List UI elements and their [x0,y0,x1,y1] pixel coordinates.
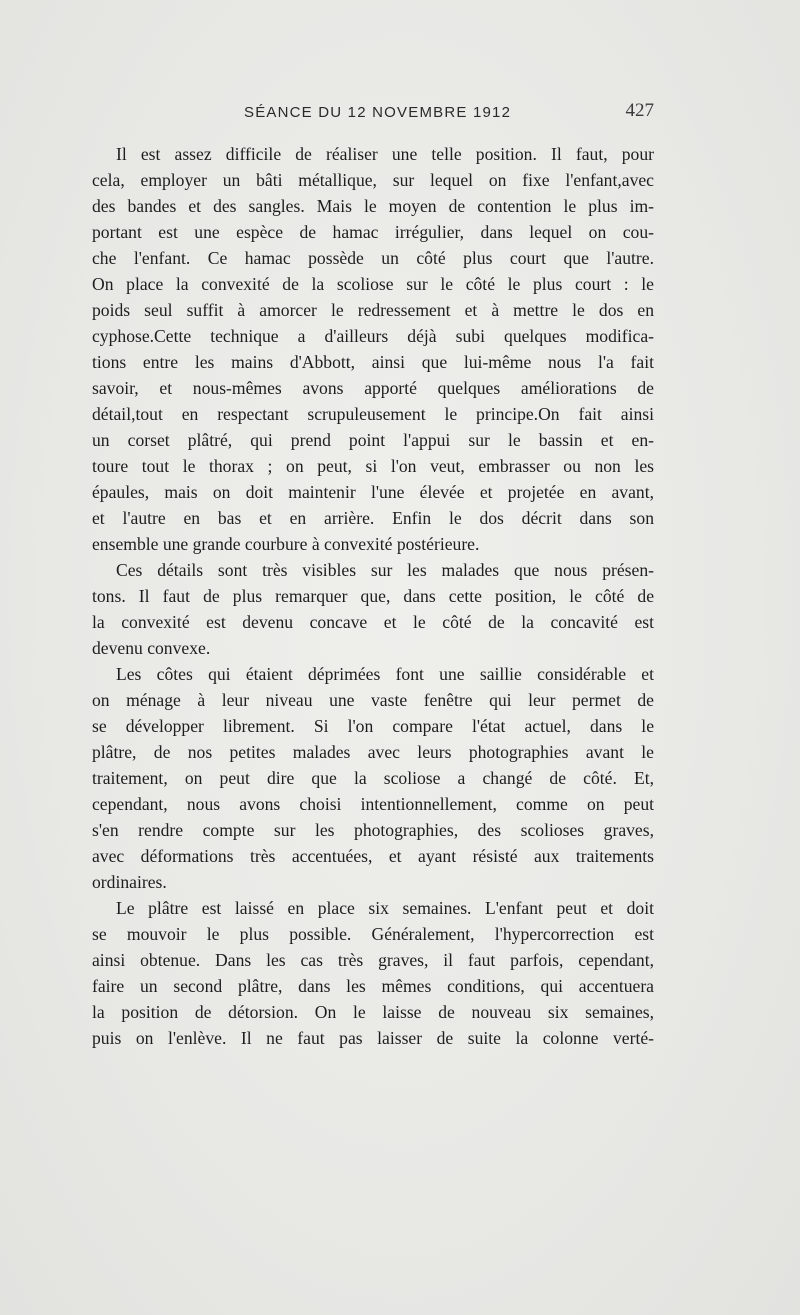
text-line: cela, employer un bâti métallique, sur lequel on fixe l'enfant,avec [92,170,654,190]
text-line: la position de détorsion. On le laisse de nouveau six semaines, [92,1002,654,1022]
page-number: 427 [625,100,654,121]
text-line: et l'autre en bas et en arrière. Enfin le dos décrit dans son [92,508,654,528]
text-line: On place la convexité de la scoliose sur le côté le plus court : le [92,274,654,294]
text-line: des bandes et des sangles. Mais le moyen de contention le plus im- [92,196,654,216]
text-line: poids seul suffit à amorcer le redressement et à mettre le dos en [92,300,654,320]
text-line: ensemble une grande courbure à convexité postérieure. [92,534,480,554]
text-line: portant est une espèce de hamac irrégulier, dans lequel on cou- [92,222,654,242]
body-text [92,141,654,1051]
text-line: savoir, et nous-mêmes avons apporté quelques améliorations de [92,378,654,398]
text-line: che l'enfant. Ce hamac possède un côté plus court que l'autre. [92,248,654,268]
running-head: SÉANCE DU 12 NOVEMBRE 1912 [244,104,512,121]
text-line: détail,tout en respectant scrupuleusement le principe.On fait ainsi [92,404,654,424]
text-line: traitement, on peut dire que la scoliose a changé de côté. Et, [92,768,654,788]
text-line: toure tout le thorax ; on peut, si l'on veut, embrasser ou non les [92,456,654,476]
text-line: un corset plâtré, qui prend point l'appui sur le bassin et en- [92,430,654,450]
text-line: devenu convexe. [92,638,211,658]
text-line: Le plâtre est laissé en place six semaines. L'enfant peut et doit [116,898,654,918]
text-line: Ces détails sont très visibles sur les malades que nous présen- [116,560,654,580]
text-line: épaules, mais on doit maintenir l'une élevée et projetée en avant, [92,482,654,502]
text-line: ordinaires. [92,872,167,892]
text-line: Les côtes qui étaient déprimées font une saillie considérable et [116,664,654,684]
text-line: se mouvoir le plus possible. Généralement, l'hypercorrection est [92,924,654,944]
text-line: se développer librement. Si l'on compare l'état actuel, dans le [92,716,654,736]
text-line: puis on l'enlève. Il ne faut pas laisser de suite la colonne verté- [92,1028,654,1048]
text-line: plâtre, de nos petites malades avec leurs photographies avant le [92,742,654,762]
text-line: cependant, nous avons choisi intentionnellement, comme on peut [92,794,654,814]
text-line: cyphose.Cette technique a d'ailleurs déjà subi quelques modifica- [92,326,654,346]
text-line: tions entre les mains d'Abbott, ainsi que lui-même nous l'a fait [92,352,654,372]
text-line: s'en rendre compte sur les photographies, des scolioses graves, [92,820,654,840]
page-header [92,100,654,132]
text-line: tons. Il faut de plus remarquer que, dans cette position, le côté de [92,586,654,606]
text-line: on ménage à leur niveau une vaste fenêtre qui leur permet de [92,690,654,710]
text-line: avec déformations très accentuées, et ayant résisté aux traitements [92,846,654,866]
text-line: la convexité est devenu concave et le côté de la concavité est [92,612,654,632]
text-line: faire un second plâtre, dans les mêmes conditions, qui accentuera [92,976,654,996]
text-line: ainsi obtenue. Dans les cas très graves, il faut parfois, cependant, [92,950,654,970]
text-line: Il est assez difficile de réaliser une telle position. Il faut, pour [116,144,654,164]
